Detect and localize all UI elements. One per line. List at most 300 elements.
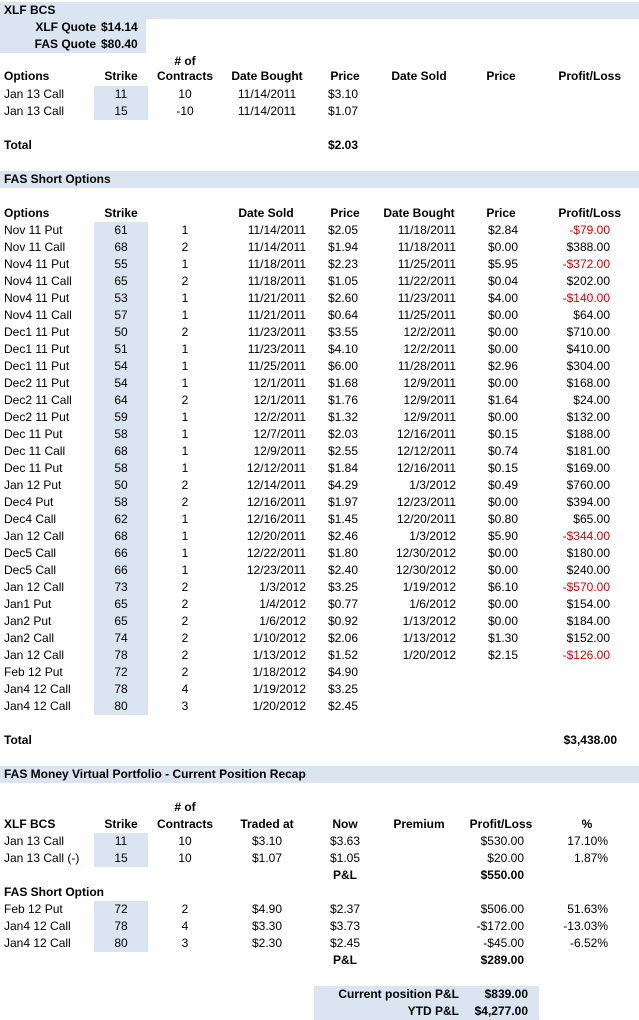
short-option-row bbox=[0, 460, 639, 477]
short-option-row bbox=[0, 375, 639, 392]
strike-value: 72 bbox=[114, 902, 128, 916]
price-value: $1.45 bbox=[328, 512, 359, 526]
price2-value: $0.00 bbox=[487, 410, 518, 424]
option-name: Jan 12 Call bbox=[4, 648, 65, 662]
traded-value: $4.90 bbox=[251, 902, 283, 916]
date-sold-value: 12/9/2011 bbox=[253, 444, 306, 458]
date-sold-value: 1/4/2012 bbox=[259, 597, 306, 611]
price-value: $0.92 bbox=[328, 614, 359, 628]
price2-value: $0.04 bbox=[487, 274, 518, 288]
option-name: Jan4 12 Call bbox=[4, 936, 71, 950]
price2-value: $4.00 bbox=[487, 291, 518, 305]
recap-strike-header: Strike bbox=[104, 817, 138, 831]
strike-value: 80 bbox=[114, 699, 128, 713]
option-name: Dec5 Call bbox=[4, 546, 57, 560]
contracts-value: 1 bbox=[181, 546, 189, 560]
date-bought-value: 11/25/2011 bbox=[397, 257, 456, 271]
contracts-value: 1 bbox=[181, 410, 189, 424]
option-name: Nov4 11 Call bbox=[4, 274, 72, 288]
date-bought-value: 1/6/2012 bbox=[409, 597, 456, 611]
date-sold-value: 11/14/2011 bbox=[247, 223, 306, 237]
xlf-row bbox=[0, 103, 639, 120]
contracts-value: 1 bbox=[181, 223, 189, 237]
fas-quote-label: FAS Quote bbox=[34, 37, 96, 51]
date-bought-value: 11/25/2011 bbox=[397, 308, 456, 322]
short-option-row bbox=[0, 528, 639, 545]
pl-header: Profit/Loss bbox=[558, 69, 621, 83]
contracts-value: -10 bbox=[176, 104, 194, 118]
short-strike-header: Strike bbox=[104, 206, 138, 220]
date-sold-value: 12/23/2011 bbox=[246, 563, 306, 577]
short-option-row bbox=[0, 409, 639, 426]
date-sold-value: 12/14/2011 bbox=[246, 478, 306, 492]
date-bought-value: 1/13/2012 bbox=[402, 631, 456, 645]
contracts-value: 10 bbox=[178, 834, 192, 848]
option-name: Dec4 Put bbox=[4, 495, 54, 509]
short-option-row bbox=[0, 494, 639, 511]
date-bought-value: 12/2/2011 bbox=[403, 325, 456, 339]
now-value: $1.05 bbox=[329, 851, 361, 865]
strike-value: 54 bbox=[114, 376, 128, 390]
profit-loss-value: $65.00 bbox=[573, 512, 610, 526]
strike-value: 74 bbox=[114, 631, 128, 645]
profit-loss-value: $20.00 bbox=[487, 851, 524, 865]
date-bought-value: 11/28/2011 bbox=[397, 359, 456, 373]
contracts-value: 1 bbox=[181, 291, 189, 305]
strike-value: 15 bbox=[114, 851, 128, 865]
xlf-total-label: Total bbox=[4, 138, 32, 152]
short-option-row bbox=[0, 545, 639, 562]
fas-short-title: FAS Short Options bbox=[4, 172, 111, 186]
recap-short-pl-label: P&L bbox=[333, 953, 357, 967]
date-bought-value: 11/23/2011 bbox=[397, 291, 456, 305]
short-option-row bbox=[0, 596, 639, 613]
price-value: $2.06 bbox=[328, 631, 359, 645]
percent-value: -6.52% bbox=[569, 936, 608, 950]
contracts-header-line2: Contracts bbox=[156, 69, 213, 83]
price-value: $1.32 bbox=[328, 410, 359, 424]
profit-loss-value bbox=[520, 698, 610, 715]
option-name: Feb 12 Put bbox=[4, 665, 63, 679]
date-sold-value: 1/6/2012 bbox=[259, 614, 306, 628]
ytd-pl-value: $4,277.00 bbox=[474, 1004, 528, 1018]
strike-value: 53 bbox=[114, 291, 128, 305]
profit-loss-value: $24.00 bbox=[573, 393, 610, 407]
date-bought-value: 12/20/2011 bbox=[396, 512, 456, 526]
date-bought-value: 12/9/2011 bbox=[403, 410, 456, 424]
strike-value: 57 bbox=[114, 308, 128, 322]
price2-value: $0.00 bbox=[487, 597, 518, 611]
price-value: $2.23 bbox=[328, 257, 359, 271]
recap-short-row bbox=[0, 901, 639, 918]
short-option-row bbox=[0, 613, 639, 630]
strike-value: 68 bbox=[114, 240, 128, 254]
option-name: Nov 11 Put bbox=[4, 223, 63, 237]
now-value: $2.45 bbox=[329, 936, 361, 950]
price-value: $4.29 bbox=[328, 478, 359, 492]
recap-bcs-pl-label: P&L bbox=[333, 868, 357, 882]
strike-value: 58 bbox=[114, 461, 128, 475]
option-name: Jan 12 Put bbox=[4, 478, 62, 492]
recap-pct-header: % bbox=[581, 817, 593, 831]
price2-value: $0.00 bbox=[487, 546, 518, 560]
profit-loss-value: $304.00 bbox=[566, 359, 610, 373]
profit-loss-value: $152.00 bbox=[566, 631, 610, 645]
strike-value: 62 bbox=[114, 512, 128, 526]
price2-value: $0.15 bbox=[487, 427, 518, 441]
short-option-row bbox=[0, 630, 639, 647]
option-name: Jan1 Put bbox=[4, 597, 52, 611]
date-sold-value: 1/20/2012 bbox=[252, 699, 306, 713]
date-sold-value: 1/13/2012 bbox=[252, 648, 306, 662]
date-sold-value: 11/18/2011 bbox=[247, 257, 306, 271]
short-option-row bbox=[0, 698, 639, 715]
date-bought-value: 11/14/2011 bbox=[237, 104, 297, 118]
date-sold-value: 12/2/2011 bbox=[253, 410, 306, 424]
option-name: Jan 12 Call bbox=[4, 580, 65, 594]
option-name: Nov 11 Call bbox=[4, 240, 66, 254]
short-option-row bbox=[0, 392, 639, 409]
option-name: Dec1 11 Put bbox=[4, 359, 70, 373]
traded-value: $2.30 bbox=[251, 936, 283, 950]
contracts-header-line1: # of bbox=[174, 54, 196, 68]
profit-loss-value: $410.00 bbox=[566, 342, 610, 356]
contracts-value: 2 bbox=[181, 902, 189, 916]
date-bought-value: 1/3/2012 bbox=[409, 478, 456, 492]
recap-contracts-header-line1: # of bbox=[174, 800, 196, 814]
date-bought-value bbox=[376, 664, 456, 681]
short-date-bought-header: Date Bought bbox=[383, 206, 455, 220]
contracts-value: 3 bbox=[181, 936, 189, 950]
price-value: $2.05 bbox=[328, 223, 359, 237]
price2-value bbox=[470, 681, 518, 698]
short-price2-header: Price bbox=[486, 206, 516, 220]
percent-value: 51.63% bbox=[567, 902, 608, 916]
recap-short-row bbox=[0, 935, 639, 952]
strike-value: 72 bbox=[114, 665, 128, 679]
contracts-value: 1 bbox=[181, 342, 189, 356]
profit-loss-value: $530.00 bbox=[480, 834, 524, 848]
contracts-value: 2 bbox=[181, 274, 189, 288]
price-value: $2.45 bbox=[328, 699, 359, 713]
profit-loss-value: $132.00 bbox=[566, 410, 610, 424]
price-value: $1.52 bbox=[328, 648, 359, 662]
strike-value: 80 bbox=[114, 936, 128, 950]
option-name: Jan 12 Call bbox=[4, 529, 65, 543]
current-pl-value: $839.00 bbox=[484, 987, 528, 1001]
contracts-value: 1 bbox=[181, 563, 189, 577]
profit-loss-value: -$372.00 bbox=[562, 257, 610, 271]
profit-loss-value: $181.00 bbox=[566, 444, 610, 458]
profit-loss-value: $506.00 bbox=[480, 902, 524, 916]
date-sold-value: 11/25/2011 bbox=[247, 359, 306, 373]
now-value: $2.37 bbox=[329, 902, 361, 916]
date-sold-value: 1/10/2012 bbox=[252, 631, 306, 645]
price2-value: $0.00 bbox=[487, 376, 518, 390]
recap-bcs-label: XLF BCS bbox=[4, 817, 56, 831]
short-option-row bbox=[0, 341, 639, 358]
strike-header: Strike bbox=[104, 69, 138, 83]
strike-value: 11 bbox=[114, 834, 128, 848]
contracts-value: 1 bbox=[181, 512, 189, 526]
options-header: Options bbox=[4, 69, 50, 83]
date-sold-value: 12/22/2011 bbox=[246, 546, 306, 560]
option-name: Dec 11 Put bbox=[4, 427, 63, 441]
price2-value: $0.00 bbox=[487, 308, 518, 322]
price-value: $1.97 bbox=[328, 495, 359, 509]
contracts-value: 1 bbox=[181, 308, 189, 322]
xlf-quote-label: XLF Quote bbox=[35, 20, 96, 34]
strike-value: 61 bbox=[114, 223, 128, 237]
price-value: $3.55 bbox=[328, 325, 359, 339]
date-sold-value: 12/7/2011 bbox=[253, 427, 306, 441]
price-value: $4.10 bbox=[328, 342, 359, 356]
profit-loss-value: $760.00 bbox=[566, 478, 610, 492]
date-bought-value: 12/16/2011 bbox=[396, 427, 456, 441]
price2-value: $0.00 bbox=[487, 342, 518, 356]
price-value: $1.94 bbox=[328, 240, 359, 254]
date-bought-value: 12/2/2011 bbox=[403, 342, 456, 356]
short-option-row bbox=[0, 324, 639, 341]
price-value: $2.60 bbox=[328, 291, 359, 305]
xlf-row bbox=[0, 86, 639, 103]
date-bought-header: Date Bought bbox=[231, 69, 303, 83]
date-sold-value: 12/16/2011 bbox=[246, 512, 306, 526]
price2-header: Price bbox=[486, 69, 516, 83]
short-option-row bbox=[0, 273, 639, 290]
strike-value: 55 bbox=[114, 257, 128, 271]
strike-value: 59 bbox=[114, 410, 128, 424]
date-sold-value: 12/1/2011 bbox=[253, 393, 306, 407]
contracts-value: 3 bbox=[181, 699, 189, 713]
profit-loss-value: -$570.00 bbox=[562, 580, 610, 594]
price-value: $6.00 bbox=[328, 359, 359, 373]
strike-value: 78 bbox=[114, 648, 128, 662]
contracts-value: 2 bbox=[181, 631, 189, 645]
option-name: Dec2 11 Call bbox=[4, 393, 72, 407]
date-bought-value: 12/12/2011 bbox=[396, 444, 456, 458]
xlf-bcs-header-band bbox=[0, 2, 639, 19]
short-option-row bbox=[0, 222, 639, 239]
contracts-value: 2 bbox=[181, 393, 189, 407]
date-bought-value bbox=[376, 681, 456, 698]
traded-value: $3.10 bbox=[251, 834, 283, 848]
price-value: $2.46 bbox=[328, 529, 359, 543]
short-total-value: $3,438.00 bbox=[563, 733, 617, 747]
option-name: Jan2 Put bbox=[4, 614, 52, 628]
recap-title: FAS Money Virtual Portfolio - Current Position Recap bbox=[4, 767, 306, 781]
date-bought-value: 12/9/2011 bbox=[403, 393, 456, 407]
profit-loss-value: $394.00 bbox=[566, 495, 610, 509]
xlf-total-value: $2.03 bbox=[328, 138, 359, 152]
price2-value: $0.74 bbox=[487, 444, 518, 458]
contracts-value: 1 bbox=[181, 529, 189, 543]
date-bought-value: 1/13/2012 bbox=[402, 614, 456, 628]
option-name: Jan4 12 Call bbox=[4, 699, 71, 713]
option-name: Jan 13 Call bbox=[4, 87, 65, 101]
price2-value: $2.84 bbox=[487, 223, 518, 237]
traded-value: $3.30 bbox=[251, 919, 283, 933]
contracts-value: 1 bbox=[181, 427, 189, 441]
price2-value: $0.00 bbox=[487, 325, 518, 339]
option-name: Dec2 11 Put bbox=[4, 376, 70, 390]
contracts-value: 10 bbox=[178, 87, 192, 101]
date-sold-value: 11/14/2011 bbox=[247, 240, 306, 254]
short-option-row bbox=[0, 358, 639, 375]
contracts-value: 2 bbox=[181, 648, 189, 662]
price2-value: $0.00 bbox=[487, 563, 518, 577]
price2-value: $0.15 bbox=[487, 461, 518, 475]
strike-value: 68 bbox=[114, 444, 128, 458]
date-bought-value: 12/16/2011 bbox=[396, 461, 456, 475]
recap-now-header: Now bbox=[332, 817, 358, 831]
strike-value: 50 bbox=[114, 325, 128, 339]
date-bought-value: 11/18/2011 bbox=[397, 240, 456, 254]
contracts-value: 2 bbox=[181, 665, 189, 679]
xlf-quote-value: $14.14 bbox=[101, 20, 138, 34]
short-option-row bbox=[0, 477, 639, 494]
now-value: $3.73 bbox=[329, 919, 361, 933]
percent-value: -13.03% bbox=[563, 919, 608, 933]
option-name: Dec 11 Call bbox=[4, 444, 66, 458]
recap-bcs-row bbox=[0, 850, 639, 867]
price2-value bbox=[470, 664, 518, 681]
option-name: Jan4 12 Call bbox=[4, 682, 71, 696]
contracts-value: 2 bbox=[181, 478, 189, 492]
date-bought-value: 11/22/2011 bbox=[397, 274, 456, 288]
recap-bcs-row bbox=[0, 833, 639, 850]
short-pl-header: Profit/Loss bbox=[558, 206, 621, 220]
short-price-header: Price bbox=[330, 206, 360, 220]
option-name: Jan 13 Call bbox=[4, 104, 65, 118]
profit-loss-value: $188.00 bbox=[566, 427, 610, 441]
price-value: $0.64 bbox=[328, 308, 359, 322]
strike-value: 11 bbox=[114, 87, 128, 101]
strike-value: 15 bbox=[114, 104, 128, 118]
strike-value: 68 bbox=[114, 529, 128, 543]
date-sold-value: 11/23/2011 bbox=[247, 325, 306, 339]
profit-loss-value: $180.00 bbox=[566, 546, 610, 560]
profit-loss-value: -$344.00 bbox=[562, 529, 610, 543]
price-value: $3.25 bbox=[328, 682, 359, 696]
short-option-row bbox=[0, 511, 639, 528]
price2-value bbox=[470, 698, 518, 715]
strike-value: 78 bbox=[114, 919, 128, 933]
profit-loss-value: $168.00 bbox=[566, 376, 610, 390]
contracts-value: 4 bbox=[181, 919, 189, 933]
profit-loss-value: -$140.00 bbox=[562, 291, 610, 305]
short-option-row bbox=[0, 443, 639, 460]
option-name: Dec 11 Put bbox=[4, 461, 63, 475]
price2-value: $0.80 bbox=[487, 512, 518, 526]
profit-loss-value: -$79.00 bbox=[569, 223, 610, 237]
option-name: Dec5 Call bbox=[4, 563, 57, 577]
strike-value: 50 bbox=[114, 478, 128, 492]
profit-loss-value: -$45.00 bbox=[483, 936, 524, 950]
contracts-value: 1 bbox=[181, 376, 189, 390]
strike-value: 66 bbox=[114, 546, 128, 560]
strike-value: 73 bbox=[114, 580, 128, 594]
date-sold-value: 11/21/2011 bbox=[247, 308, 306, 322]
percent-value: 17.10% bbox=[567, 834, 608, 848]
price-value: $4.90 bbox=[328, 665, 359, 679]
price2-value: $0.00 bbox=[487, 495, 518, 509]
option-name: Nov4 11 Put bbox=[4, 291, 70, 305]
date-bought-value: 12/23/2011 bbox=[396, 495, 456, 509]
date-bought-value: 11/18/2011 bbox=[397, 223, 456, 237]
recap-traded-header: Traded at bbox=[240, 817, 294, 831]
option-name: Dec4 Call bbox=[4, 512, 57, 526]
strike-value: 78 bbox=[114, 682, 128, 696]
price-value: $2.40 bbox=[328, 563, 359, 577]
price2-value: $1.30 bbox=[487, 631, 518, 645]
contracts-value: 1 bbox=[181, 257, 189, 271]
price2-value: $5.90 bbox=[487, 529, 518, 543]
price-value: $0.77 bbox=[328, 597, 359, 611]
option-name: Dec1 11 Put bbox=[4, 325, 70, 339]
price-value: $2.55 bbox=[328, 444, 359, 458]
short-option-row bbox=[0, 239, 639, 256]
short-option-row bbox=[0, 256, 639, 273]
price2-value: $6.10 bbox=[487, 580, 518, 594]
date-sold-value: 12/1/2011 bbox=[253, 376, 306, 390]
price-value: $3.10 bbox=[328, 87, 359, 101]
price-value: $3.25 bbox=[328, 580, 359, 594]
date-sold-value: 12/12/2011 bbox=[246, 461, 306, 475]
short-option-row bbox=[0, 290, 639, 307]
date-bought-value: 1/19/2012 bbox=[402, 580, 456, 594]
strike-value: 51 bbox=[114, 342, 128, 356]
profit-loss-value: $710.00 bbox=[566, 325, 610, 339]
short-option-row bbox=[0, 579, 639, 596]
contracts-value: 4 bbox=[181, 682, 189, 696]
profit-loss-value: $240.00 bbox=[566, 563, 610, 577]
profit-loss-value: $154.00 bbox=[566, 597, 610, 611]
profit-loss-value: $64.00 bbox=[573, 308, 610, 322]
option-name: Jan 13 Call (-) bbox=[4, 851, 80, 865]
short-option-row bbox=[0, 562, 639, 579]
date-sold-value: 11/21/2011 bbox=[247, 291, 306, 305]
price2-value: $2.15 bbox=[487, 648, 518, 662]
recap-contracts-header-line2: Contracts bbox=[156, 817, 213, 831]
date-sold-value: 1/18/2012 bbox=[252, 665, 306, 679]
recap-pl-header: Profit/Loss bbox=[469, 817, 533, 831]
profit-loss-value: -$172.00 bbox=[476, 919, 524, 933]
price2-value: $0.00 bbox=[487, 614, 518, 628]
short-date-sold-header: Date Sold bbox=[238, 206, 294, 220]
current-pl-label: Current position P&L bbox=[338, 987, 459, 1001]
price-value: $1.07 bbox=[328, 104, 359, 118]
contracts-value: 2 bbox=[181, 614, 189, 628]
option-name: Jan4 12 Call bbox=[4, 919, 71, 933]
contracts-value: 2 bbox=[181, 580, 189, 594]
price2-value: $0.00 bbox=[487, 240, 518, 254]
date-bought-value: 12/9/2011 bbox=[403, 376, 456, 390]
contracts-value: 1 bbox=[181, 444, 189, 458]
profit-loss-value bbox=[520, 681, 610, 698]
price2-value: $1.64 bbox=[487, 393, 518, 407]
contracts-value: 2 bbox=[181, 240, 189, 254]
percent-value: 1.87% bbox=[573, 851, 608, 865]
recap-short-label: FAS Short Option bbox=[4, 885, 104, 899]
strike-value: 66 bbox=[114, 563, 128, 577]
option-name: Jan2 Call bbox=[4, 631, 55, 645]
date-sold-value: 12/20/2011 bbox=[246, 529, 306, 543]
xlf-bcs-title: XLF BCS bbox=[4, 3, 56, 17]
now-value: $3.63 bbox=[329, 834, 361, 848]
price-value: $1.80 bbox=[328, 546, 359, 560]
option-name: Jan 13 Call bbox=[4, 834, 65, 848]
